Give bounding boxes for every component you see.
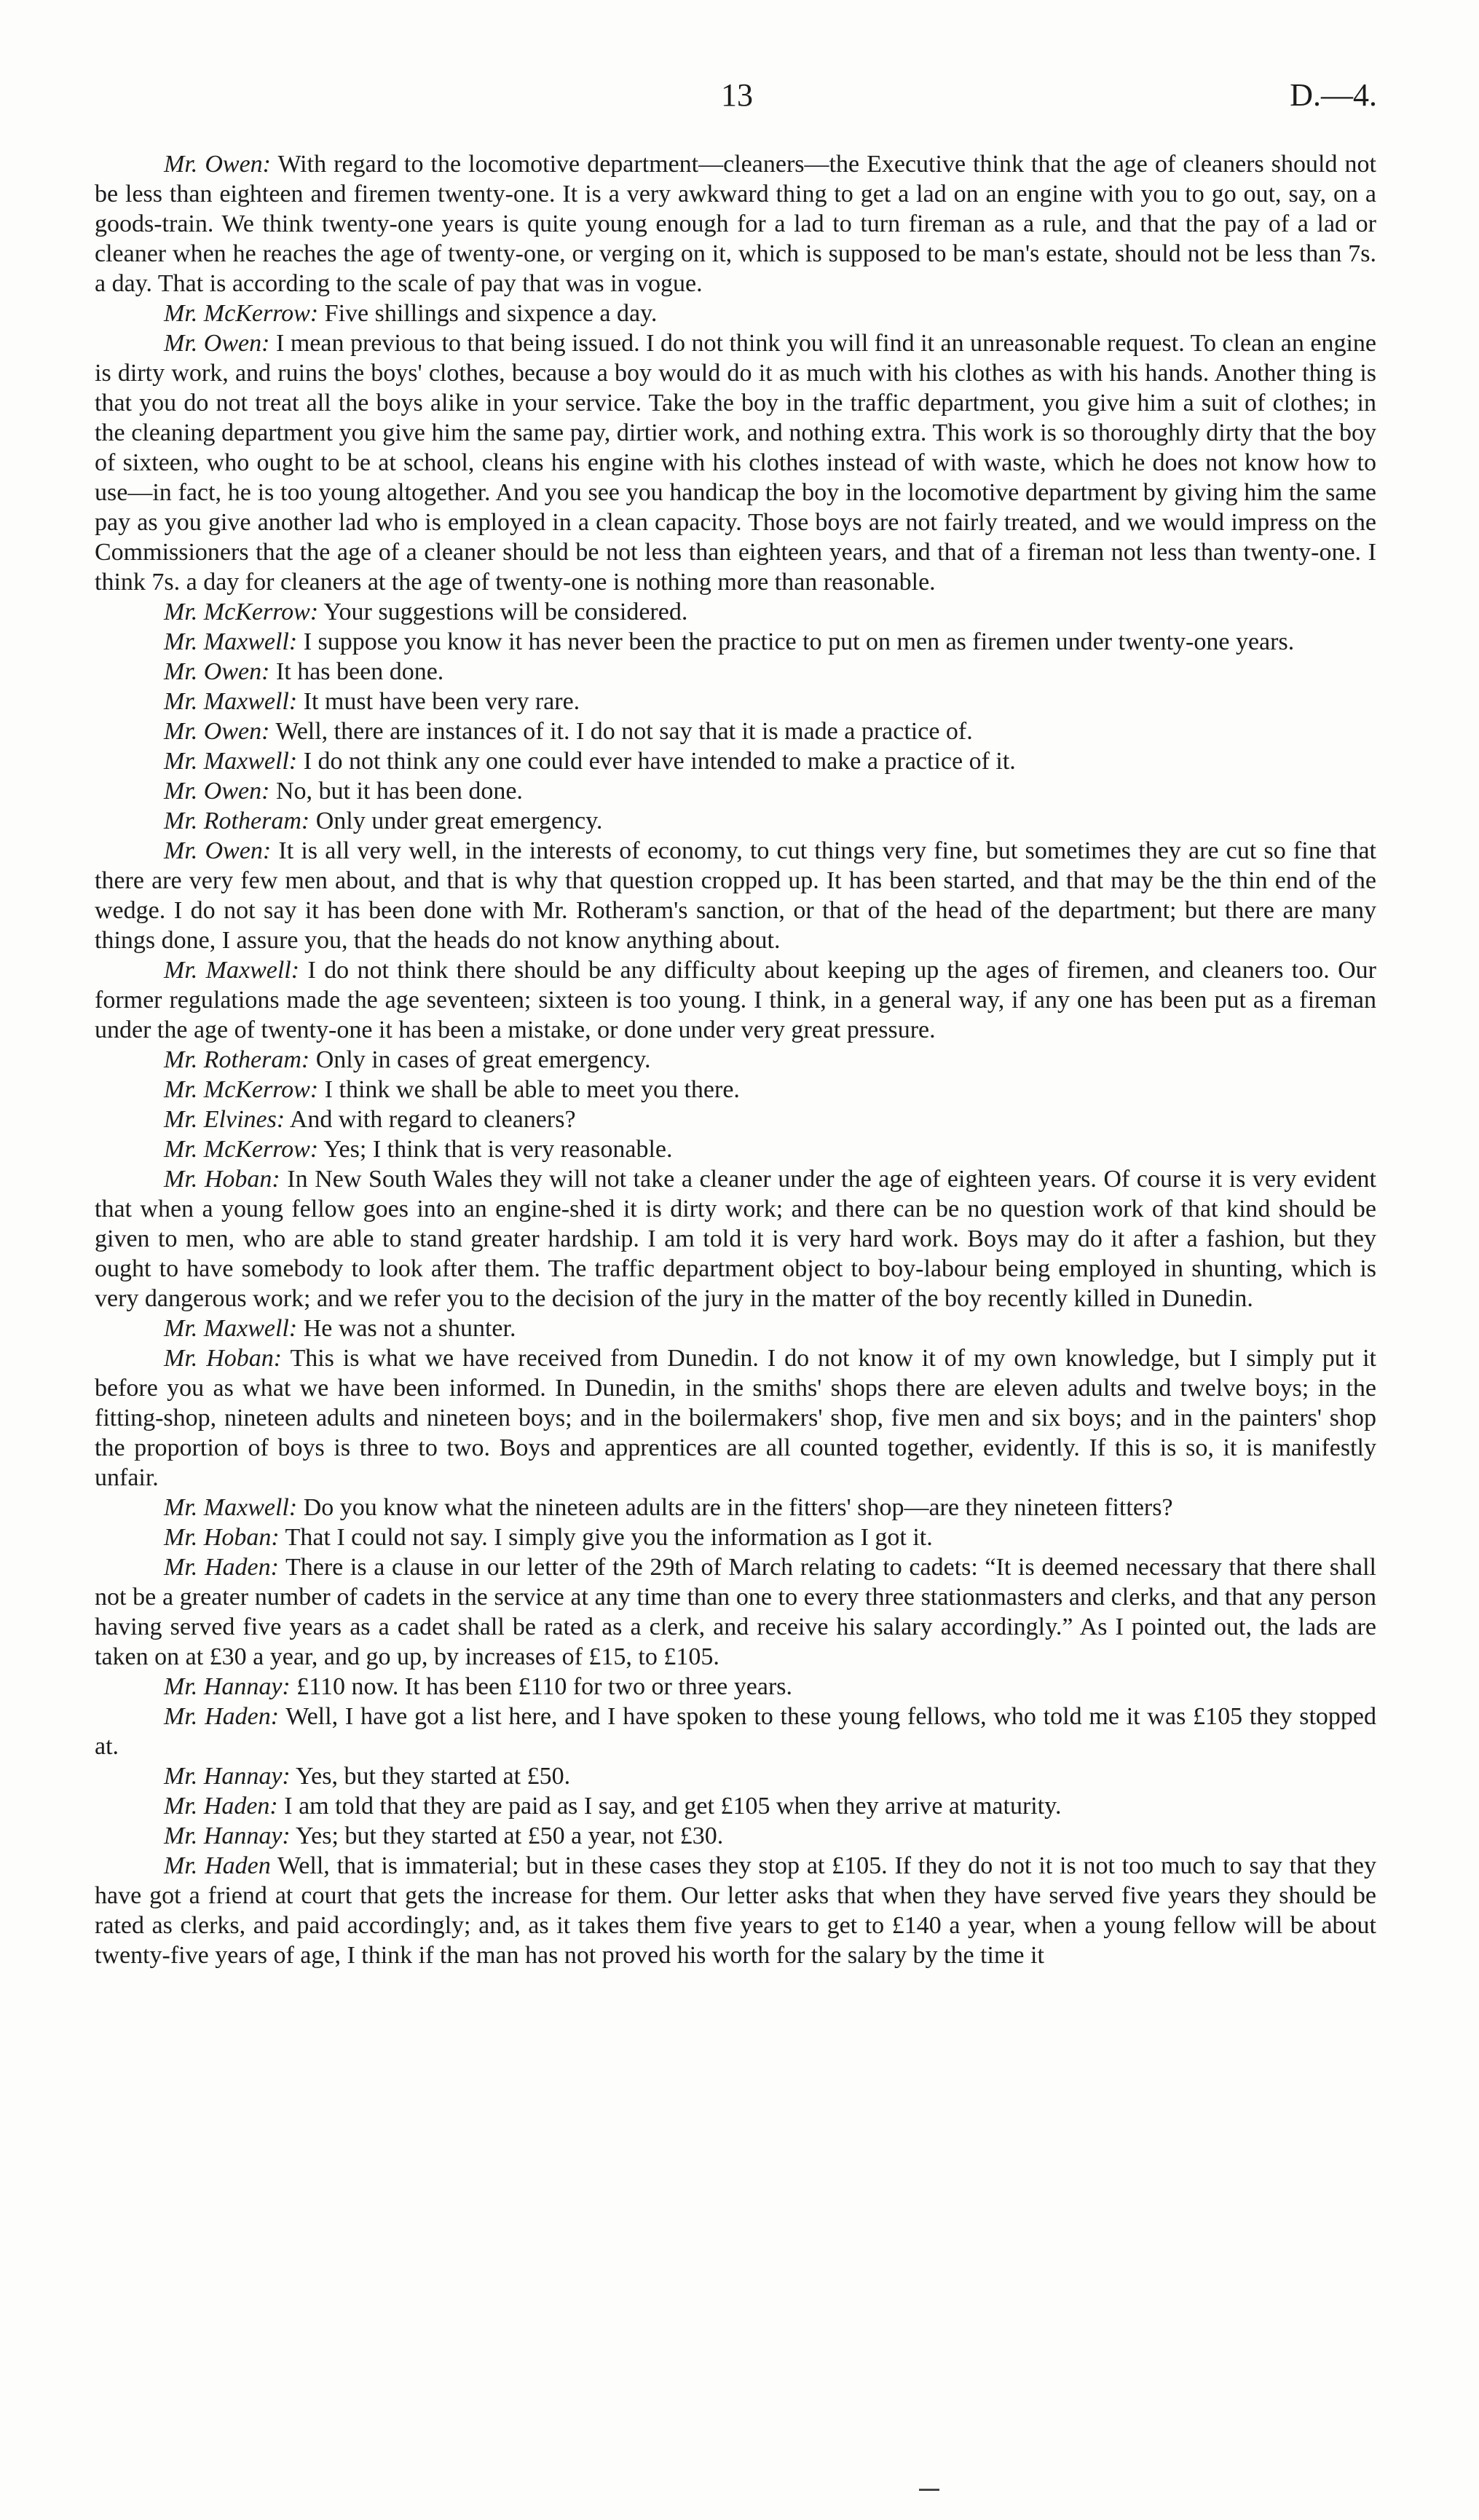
transcript-paragraph (95, 1105, 1376, 1134)
transcript-paragraph (95, 746, 1376, 776)
printer-mark (919, 2489, 939, 2491)
speech-text: I do not think there should be any difficulty about keeping up the ages of firemen, and cleaners too. Our former regulations made the age seventeen; sixteen is too young. I think, in a general way, if any one has been put as a fireman under the age of twenty-one it has been a mistake, or done under very great pressure. (95, 957, 1377, 1043)
transcript-paragraph (95, 1314, 1376, 1343)
speech-text: Only under great emergency. (309, 807, 603, 834)
speaker-name: Mr. Haden: (164, 1554, 279, 1581)
transcript-paragraph (95, 1851, 1376, 1970)
speech-text: It has been done. (269, 658, 444, 685)
transcript-paragraph (95, 149, 1376, 299)
speech-text: Well, I have got a list here, and I have spoken to these young fellows, who told me it was £105 they stopped at. (95, 1703, 1376, 1760)
transcript-paragraph (95, 1075, 1376, 1105)
speech-text: Only in cases of great emergency. (309, 1046, 651, 1073)
speaker-name: Mr. Owen: (164, 151, 271, 178)
page-number: 13 (721, 77, 753, 113)
transcript-paragraph (95, 1343, 1376, 1493)
speaker-name: Mr. Hoban: (164, 1166, 280, 1193)
speaker-name: Mr. Haden: (164, 1703, 280, 1730)
transcript-paragraph (95, 716, 1376, 746)
transcript-paragraph (95, 836, 1376, 955)
speaker-name: Mr. Hoban: (164, 1345, 283, 1372)
speech-text: No, but it has been done. (269, 778, 523, 805)
speech-text: He was not a shunter. (297, 1315, 516, 1342)
speech-text: £110 now. It has been £110 for two or three years. (290, 1673, 793, 1700)
speaker-name: Mr. Owen: (164, 658, 270, 685)
speaker-name: Mr. Owen: (164, 837, 272, 864)
speaker-name: Mr. Owen: (164, 778, 270, 805)
transcript-paragraph (95, 1761, 1376, 1791)
speaker-name: Mr. Hannay: (164, 1822, 291, 1849)
speech-text: That I could not say. I simply give you the information as I got it. (279, 1524, 933, 1551)
document-reference: D.—4. (1290, 77, 1377, 113)
speech-text: It is all very well, in the interests of economy, to cut things very fine, but sometimes they are cut so fine that there are very few men about, and that is why that question cropped up. It has been started, and that may be the thin end of the wedge. I do not say it has been done with Mr. Rotheram's sanction, or that of the head of the department; but there are many things done, I assure you, that the heads do not know anything about. (95, 837, 1376, 954)
transcript-paragraph (95, 1552, 1376, 1672)
speech-text: Your suggestions will be considered. (318, 599, 688, 625)
speech-text: Five shillings and sixpence a day. (318, 300, 658, 327)
transcript-paragraph (95, 627, 1376, 657)
transcript-paragraph (95, 597, 1376, 627)
speaker-name: Mr. Maxwell: (164, 1494, 298, 1521)
speaker-name: Mr. Maxwell: (164, 1315, 298, 1342)
speaker-name: Mr. Elvines: (164, 1106, 285, 1133)
transcript-paragraph (95, 1522, 1376, 1552)
speaker-name: Mr. Haden: (164, 1793, 278, 1820)
page-header (0, 76, 1479, 120)
transcript-paragraph (95, 1702, 1376, 1761)
transcript-paragraph (95, 955, 1376, 1045)
speech-text: With regard to the locomotive department—cleaners—the Executive think that the age of cleaners should not be less than eighteen and firemen twenty-one. It is a very awkward thing to get a lad on an engine with you to go out, say, on a goods-train. We think twenty-one years is quite young enough for a lad to turn fireman as a rule, and that the pay of a lad or cleaner when he reaches the age of twenty-one, or verging on it, which is supposed to be man's estate, should not be less than 7s. a day. That is according to the scale of pay that was in vogue. (95, 151, 1376, 297)
speaker-name: Mr. Owen: (164, 718, 270, 745)
speech-text: Well, that is immaterial; but in these cases they stop at £105. If they do not it is not too much to say that they have got a friend at court that gets the increase for them. Our letter asks that when they have served five years they should be rated as clerks, and paid accordingly; and, as it takes them five years to get to £140 a year, when a young fellow will be about twenty-five years of age, I think if the man has not proved his worth for the salary by the time it (95, 1852, 1376, 1969)
transcript-paragraph (95, 657, 1376, 687)
transcript-paragraph (95, 299, 1376, 328)
speaker-name: Mr. McKerrow: (164, 1136, 319, 1163)
speaker-name: Mr. McKerrow: (164, 599, 319, 625)
transcript-paragraph (95, 1791, 1376, 1821)
speech-text: I think we shall be able to meet you there. (318, 1076, 740, 1103)
speech-text: I am told that they are paid as I say, and get £105 when they arrive at maturity. (277, 1793, 1062, 1820)
speech-text: This is what we have received from Dunedin. I do not know it of my own knowledge, but I simply put it before you as what we have been informed. In Dunedin, in the smiths' shops there are eleven adults and twelve boys; in the fitting-shop, nineteen adults and nineteen boys; and in the boilermakers' shop, five men and six boys; and in the painters' shop the proportion of boys is three to two. Boys and apprentices are all counted together, evidently. If this is so, it is manifestly unfair. (95, 1345, 1376, 1491)
speaker-name: Mr. Hoban: (164, 1524, 280, 1551)
transcript-paragraph (95, 1134, 1376, 1164)
speech-text: Yes; but they started at £50 a year, not £30. (290, 1822, 724, 1849)
speech-text: Yes; I think that is very reasonable. (318, 1136, 673, 1163)
speech-text: There is a clause in our letter of the 29th of March relating to cadets: “It is deemed necessary that there shall not be a greater number of cadets in the service at any time than one to every three stationmasters and clerks, and that any person having served five years as a cadet shall be rated as a clerk, and receive his salary accordingly.” As I pointed out, the lads are taken on at £30 a year, and go up, by increases of £15, to £105. (95, 1554, 1376, 1670)
speech-text: I do not think any one could ever have intended to make a practice of it. (297, 748, 1016, 775)
transcript-paragraph (95, 1164, 1376, 1314)
speaker-name: Mr. Owen: (164, 330, 270, 357)
speech-text: It must have been very rare. (297, 688, 580, 715)
speaker-name: Mr. Maxwell: (164, 688, 298, 715)
speech-text: Yes, but they started at £50. (290, 1763, 571, 1790)
transcript-paragraph (95, 1045, 1376, 1075)
speaker-name: Mr. McKerrow: (164, 300, 319, 327)
transcript-paragraph (95, 1493, 1376, 1522)
speaker-name: Mr. Rotheram: (164, 807, 310, 834)
speech-text: And with regard to cleaners? (285, 1106, 576, 1133)
speech-text: Do you know what the nineteen adults are in the fitters' shop—are they nineteen fitters? (297, 1494, 1173, 1521)
speaker-name: Mr. Rotheram: (164, 1046, 310, 1073)
transcript-paragraph (95, 687, 1376, 716)
speaker-name: Mr. Haden (164, 1852, 271, 1879)
transcript-paragraph (95, 1672, 1376, 1702)
speaker-name: Mr. McKerrow: (164, 1076, 319, 1103)
transcript-paragraph (95, 776, 1376, 806)
speaker-name: Mr. Maxwell: (164, 628, 298, 655)
speaker-name: Mr. Hannay: (164, 1763, 291, 1790)
transcript-paragraph (95, 1821, 1376, 1851)
transcript-paragraph (95, 328, 1376, 597)
transcript-body (95, 149, 1376, 1970)
speech-text: In New South Wales they will not take a cleaner under the age of eighteen years. Of course it is very evident that when a young fellow goes into an engine-shed it is dirty work; and there can be no question work of that kind should be given to men, who are able to stand greater hardship. I am told it is very hard work. Boys may do it after a fashion, but they ought to have somebody to look after them. The traffic department object to boy-labour being employed in shunting, which is very dangerous work; and we refer you to the decision of the jury in the matter of the boy recently killed in Dunedin. (95, 1166, 1376, 1312)
speech-text: I suppose you know it has never been the practice to put on men as firemen under twenty-one years. (297, 628, 1295, 655)
speaker-name: Mr. Hannay: (164, 1673, 291, 1700)
speech-text: Well, there are instances of it. I do not say that it is made a practice of. (269, 718, 973, 745)
transcript-paragraph (95, 806, 1376, 836)
speaker-name: Mr. Maxwell: (164, 748, 298, 775)
speech-text: I mean previous to that being issued. I do not think you will find it an unreasonable request. To clean an engine is dirty work, and ruins the boys' clothes, because a boy would do it as much with his clothes as with his hands. Another thing is that you do not treat all the boys alike in your service. Take the boy in the traffic department, you give him a suit of clothes; in the cleaning department you give him the same pay, dirtier work, and nothing extra. This work is so thoroughly dirty that the boy of sixteen, who ought to be at school, cleans his engine with his clothes instead of with waste, which he does not know how to use—in fact, he is too young altogether. And you see you handicap the boy in the locomotive department by giving him the same pay as you give another lad who is employed in a clean capacity. Those boys are not fairly treated, and we would impress on the Commissioners that the age of a cleaner should be not less than eighteen years, and that of a fireman not less than twenty-one. I think 7s. a day for cleaners at the age of twenty-one is nothing more than reasonable. (95, 330, 1376, 596)
speaker-name: Mr. Maxwell: (164, 957, 300, 984)
